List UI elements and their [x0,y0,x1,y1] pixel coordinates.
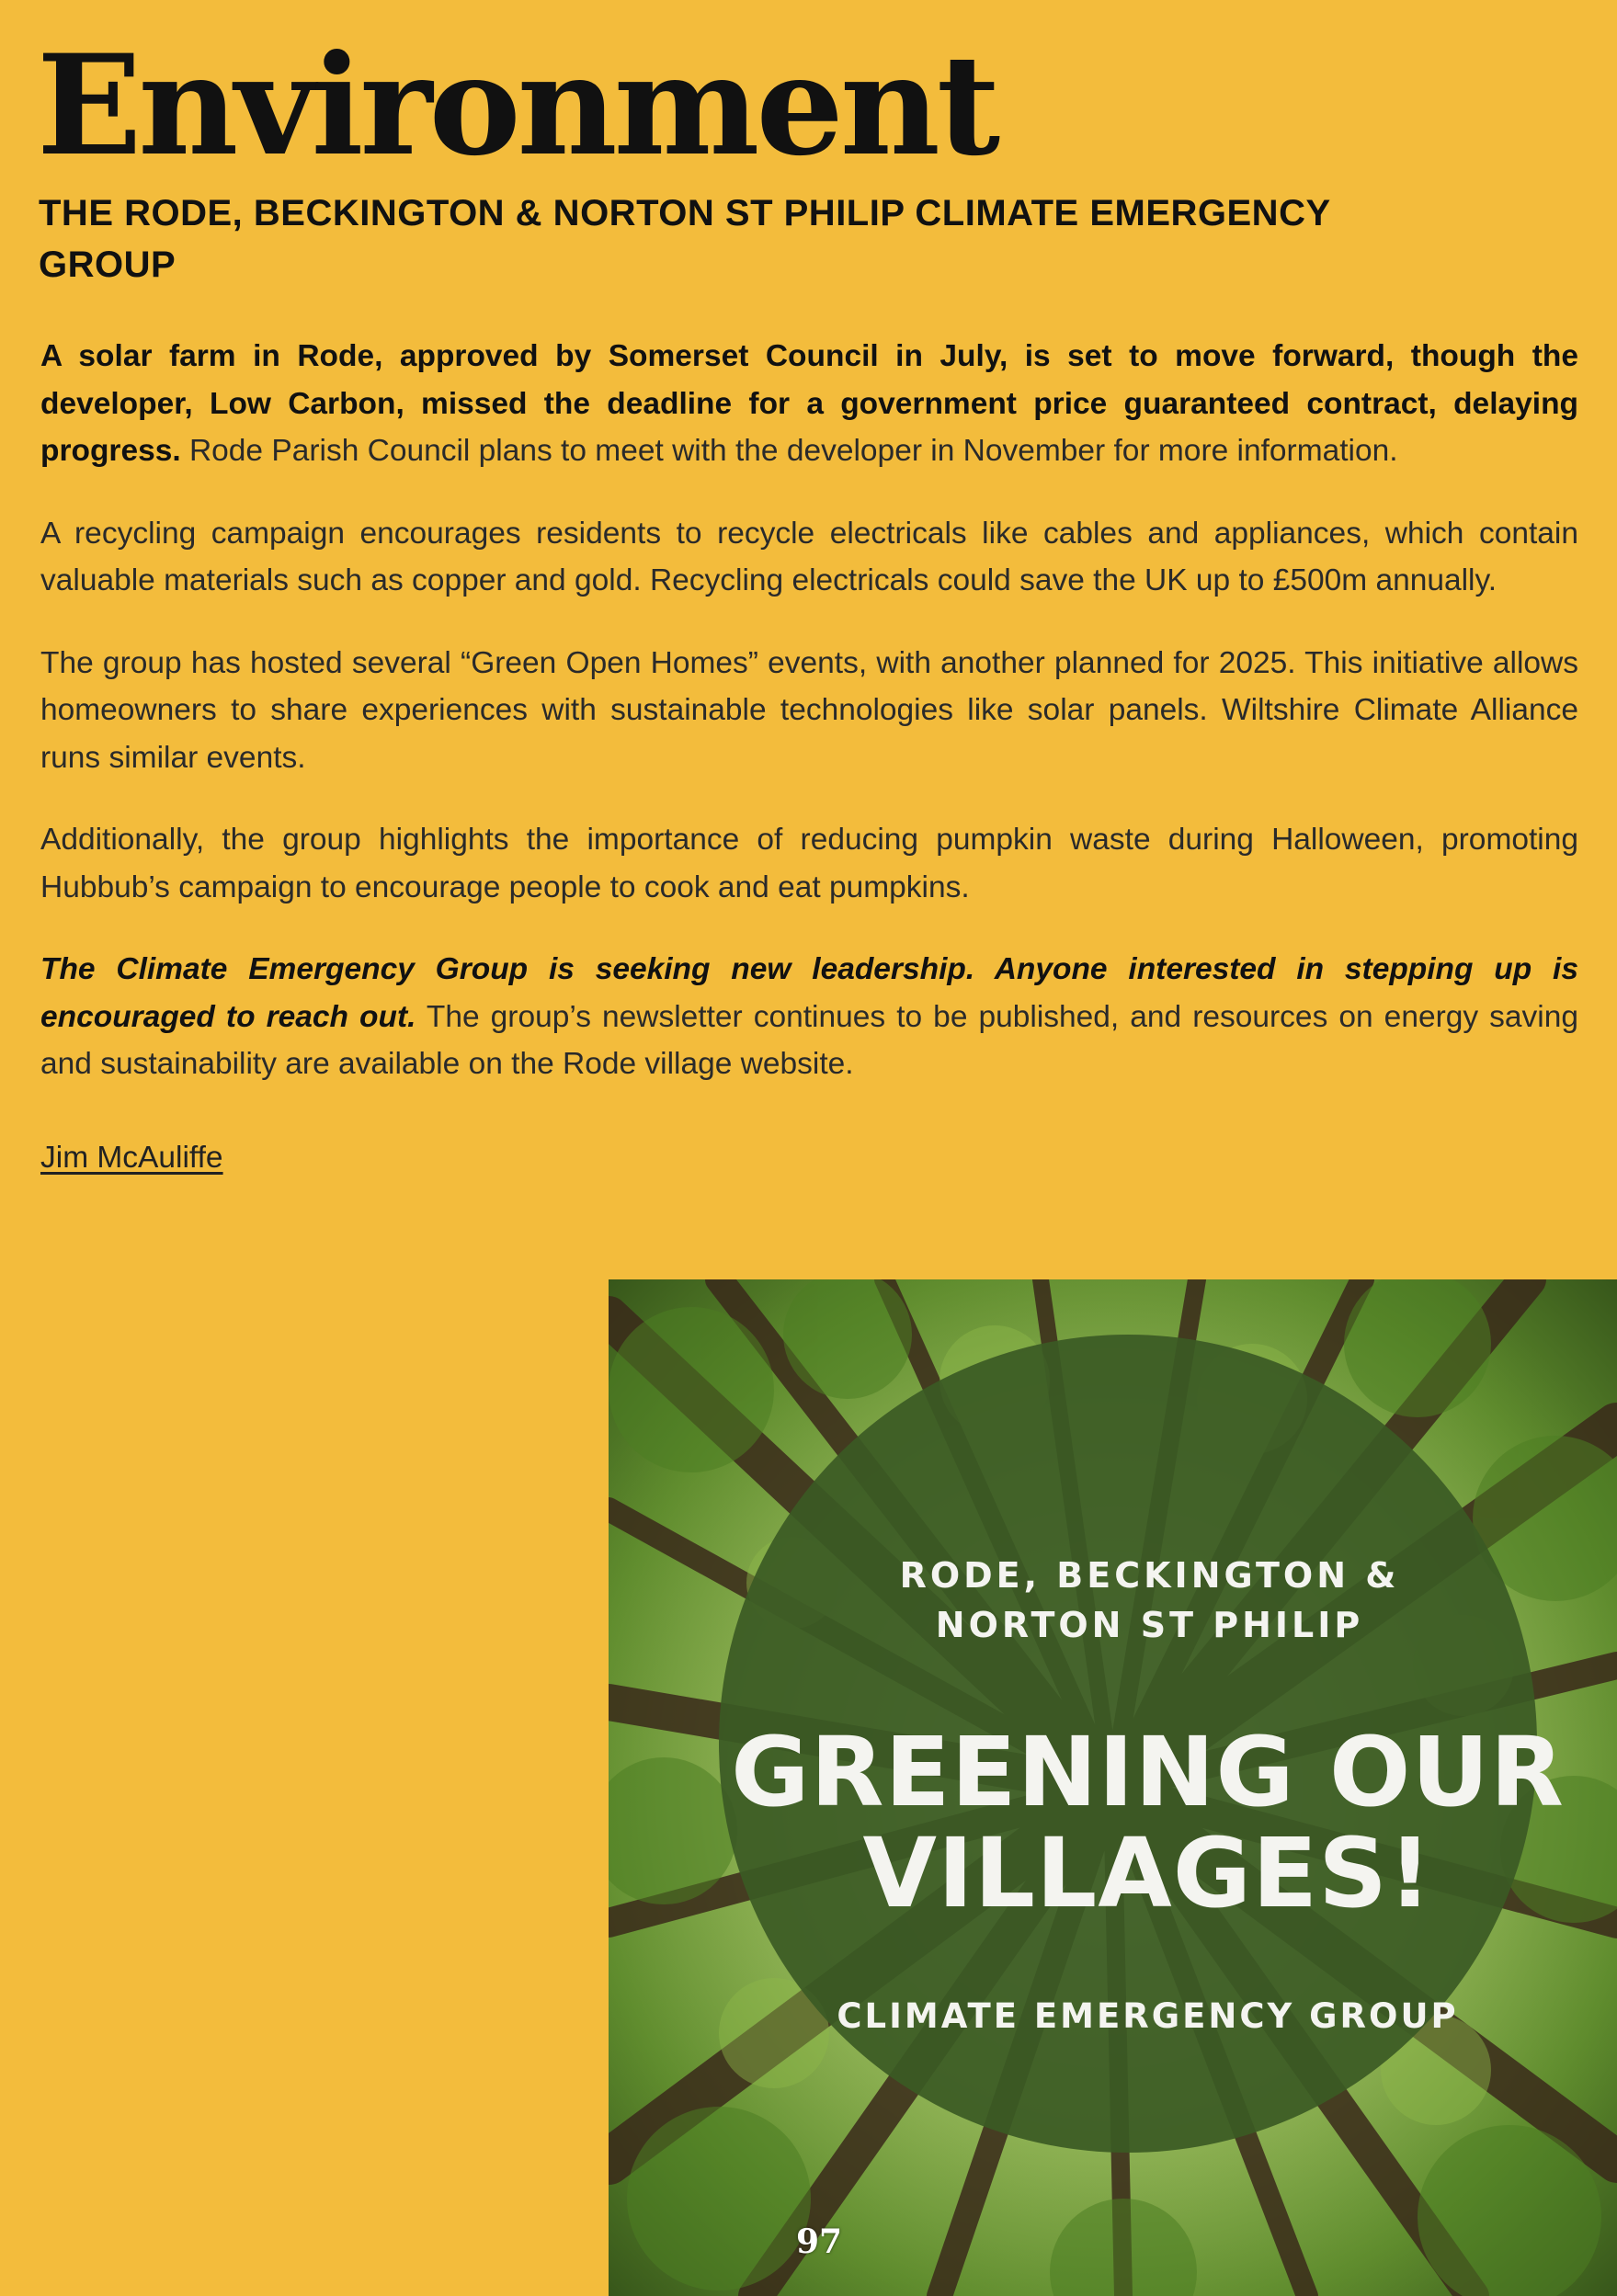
article-body [40,333,1578,1181]
solar-farm-lead: A solar farm in Rode, approved by Somerset Council in July, is set to move forward, though the developer, Low Carbon, missed the deadline for a government price guaranteed contract, delaying progress. [40,339,1578,468]
paragraph-solar-farm [40,333,1578,475]
page-number: 97 [796,2222,843,2261]
paragraph-green-open-homes: The group has hosted several “Green Open Homes” events, with another planned for 2025. This initiative allows homeowners to share experiences with sustainable technologies like solar panels. Wiltshire Climate Alliance runs similar events. [40,645,1578,775]
leadership-lead: The Climate Emergency Group is seeking new leadership. Anyone interested in stepping up is encouraged to reach out. [40,952,1578,1034]
solar-farm-rest: Rode Parish Council plans to meet with the developer in November for more information. [180,434,1398,468]
page-title: Environment [37,25,997,187]
poster-footer: CLIMATE EMERGENCY GROUP [837,1996,1459,2036]
poster-location-line-1: RODE, BECKINGTON & [899,1555,1400,1596]
leadership-rest: The group’s newsletter continues to be published, and resources on energy saving and sustainability are available on the Rode village website. [40,999,1579,1081]
paragraph-leadership [40,946,1578,1088]
section-subtitle: THE RODE, BECKINGTON & NORTON ST PHILIP CLIMATE EMERGENCY GROUP [39,193,1330,285]
poster-location-line-2: NORTON ST PHILIP [935,1605,1364,1645]
paragraph-pumpkin-waste: Additionally, the group highlights the importance of reducing pumpkin waste during Halloween, promoting Hubbub’s campaign to encourage people to cook and eat pumpkins. [40,823,1578,904]
greening-villages-poster [609,1279,1617,2296]
paragraph-recycling: A recycling campaign encourages residents to recycle electricals like cables and appliances, which contain valuable materials such as copper and gold. Recycling electricals could save the UK up to £500m annually. [40,516,1578,597]
poster-headline-line-2: VILLAGES! [862,1817,1433,1929]
poster-headline-line-1: GREENING OUR [731,1716,1565,1828]
author-link[interactable]: Jim McAuliffe [40,1140,223,1175]
